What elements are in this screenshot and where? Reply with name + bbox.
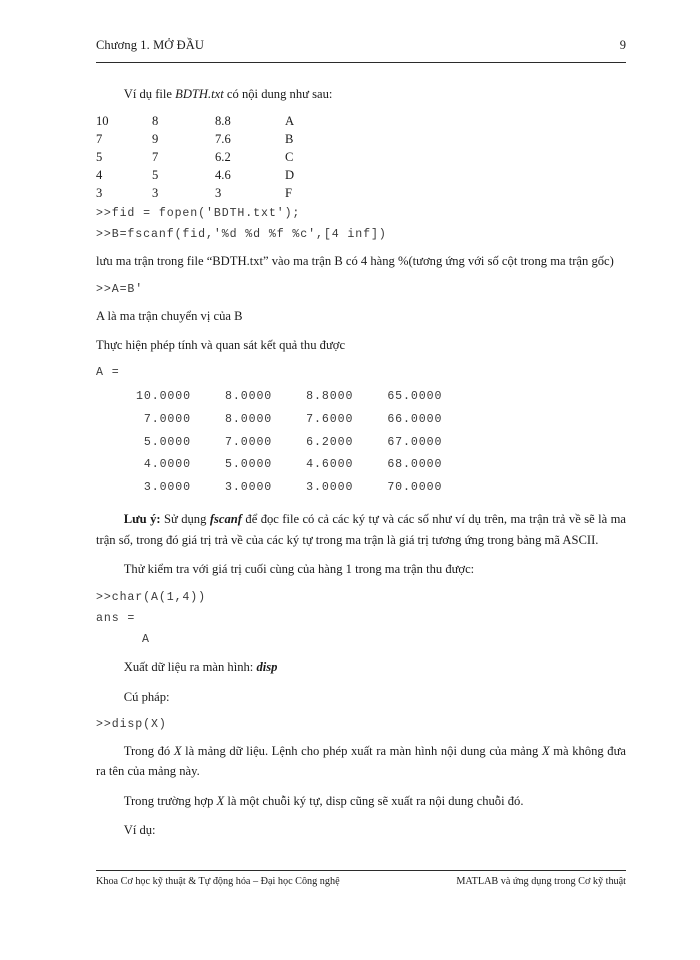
matrix-cell: 3.0000 (225, 480, 273, 494)
paragraph-luu-ma-tran: lưu ma trận trong file “BDTH.txt” vào ma trận B có 4 hàng %(tương ứng với số cột trong ma trận gốc) (96, 254, 614, 269)
truonghop-text-2: là một chuỗi ký tự, disp cũng sẽ xuất ra nội dung chuỗi đó. (224, 793, 524, 808)
table-row (136, 409, 442, 432)
matrix-cell: 65.0000 (387, 390, 443, 404)
cell-col2: 3 (152, 186, 159, 201)
trongdo-text-2: là mảng dữ liệu. Lệnh cho phép xuất ra màn hình nội dung của mảng (181, 744, 542, 759)
paragraph-transpose-note: A là ma trận chuyển vị của B (96, 308, 243, 323)
matrix-cell: 8.0000 (225, 413, 273, 427)
table-row (96, 131, 325, 149)
cell-col2: 9 (152, 132, 159, 147)
command-fopen: >>fid = fopen('BDTH.txt'); (96, 207, 301, 221)
matrix-cell: 3.0000 (143, 480, 192, 494)
table-row (136, 386, 442, 409)
cell-col2: 7 (152, 150, 159, 165)
disp-command-name: disp (256, 660, 278, 675)
cell-col2: 8 (152, 114, 159, 129)
table-row (96, 113, 325, 131)
paragraph-luu-y (96, 509, 626, 550)
paragraph-truong-hop (96, 791, 626, 811)
trongdo-text-3: mà không đưa ra tên của mảng này. (96, 744, 626, 779)
matrix-cell: 3.0000 (306, 480, 354, 494)
matrix-cell: 7.0000 (225, 435, 273, 449)
label-vi-du: Ví dụ: (123, 823, 156, 838)
matrix-cell: 7.0000 (143, 413, 192, 427)
matrix-cell: 7.6000 (306, 413, 354, 427)
note-function-name: fscanf (209, 512, 242, 527)
cell-col1: 7 (96, 132, 103, 147)
cell-col2: 5 (152, 168, 159, 183)
matrix-cell: 8.8000 (306, 390, 354, 404)
command-disp: >>disp(X) (96, 718, 167, 732)
cell-col4: F (285, 186, 293, 201)
footer-divider (96, 870, 626, 871)
cell-col1: 3 (96, 186, 103, 201)
table-row (96, 149, 325, 167)
intro-filename: BDTH.txt (175, 87, 224, 101)
matrix-cell: 5.0000 (143, 435, 192, 449)
table-row (96, 185, 325, 203)
paragraph-thuc-hien: Thực hiện phép tính và quan sát kết quả thu được (96, 338, 346, 353)
table-row (136, 432, 442, 455)
table-row (96, 167, 325, 185)
matrix-cell: 8.0000 (225, 390, 273, 404)
paragraph-trong-do (96, 741, 626, 782)
trongdo-text-1: Trong đó (123, 744, 174, 759)
header-chapter-title: Chương 1. MỞ ĐẦU (96, 38, 205, 52)
cell-col3: 4.6 (215, 168, 231, 183)
disp-heading-text: Xuất dữ liệu ra màn hình: (123, 660, 257, 675)
matrix-cell: 5.0000 (225, 458, 273, 472)
variable-x-3: X (216, 793, 225, 808)
header-page-number: 9 (619, 38, 626, 52)
paragraph-thu-kiem-tra: Thử kiểm tra với giá trị cuối cùng của hàng 1 trong ma trận thu được: (123, 562, 475, 577)
ans-label: ans = (96, 611, 136, 625)
variable-x-2: X (541, 744, 550, 759)
cell-col4: C (285, 150, 294, 165)
matrix-cell: 10.0000 (136, 390, 192, 404)
label-cu-phap: Cú pháp: (123, 689, 170, 704)
cell-col1: 10 (96, 114, 109, 129)
matrix-cell: 70.0000 (387, 480, 443, 494)
matrix-cell: 68.0000 (387, 458, 443, 472)
intro-text-post: có nội dung như sau: (223, 87, 333, 101)
cell-col3: 3 (215, 186, 222, 201)
command-transpose: >>A=B' (96, 282, 144, 296)
matrix-cell: 66.0000 (387, 413, 443, 427)
footer-left-text: Khoa Cơ học kỹ thuật & Tự động hóa – Đại học Công nghệ (96, 876, 340, 887)
note-text-post: để đọc file có cả các ký tự và các số như ví dụ trên, ma trận trả về sẽ là ma trận số, trong đó giá trị trả về của các ký tự trong ma trận là giá trị tương ứng trong bảng mã ASCII. (96, 512, 626, 547)
cell-col3: 8.8 (215, 114, 231, 129)
matrix-label: A = (96, 366, 120, 380)
command-char: >>char(A(1,4)) (96, 590, 207, 604)
note-label: Lưu ý: (123, 512, 161, 527)
cell-col3: 6.2 (215, 150, 231, 165)
footer-right-text: MATLAB và ứng dụng trong Cơ kỹ thuật (456, 876, 626, 887)
matrix-cell: 67.0000 (387, 435, 443, 449)
cell-col4: B (285, 132, 294, 147)
matrix-cell: 6.2000 (306, 435, 354, 449)
intro-text-pre: Ví dụ file (123, 87, 176, 101)
matrix-cell: 4.6000 (306, 458, 354, 472)
table-row (136, 477, 442, 500)
ans-value: A (142, 632, 150, 646)
note-text-pre: Sử dụng (160, 512, 210, 527)
truonghop-text-1: Trong trường hợp (123, 793, 217, 808)
command-fscanf: >>B=fscanf(fid,'%d %d %f %c',[4 inf]) (96, 228, 387, 242)
matrix-cell: 4.0000 (143, 458, 192, 472)
variable-x-1: X (173, 744, 182, 759)
page-content (96, 84, 626, 850)
header-divider (96, 62, 626, 63)
cell-col1: 5 (96, 150, 103, 165)
cell-col4: A (285, 114, 295, 129)
page-header (96, 38, 626, 53)
heading-disp (96, 657, 626, 677)
cell-col4: D (285, 168, 295, 183)
cell-col3: 7.6 (215, 132, 231, 147)
matrix-output-table (136, 386, 442, 499)
cell-col1: 4 (96, 168, 103, 183)
table-row (136, 454, 442, 477)
intro-line (96, 84, 626, 104)
file-listing-table (96, 113, 325, 203)
page-footer (96, 876, 626, 887)
